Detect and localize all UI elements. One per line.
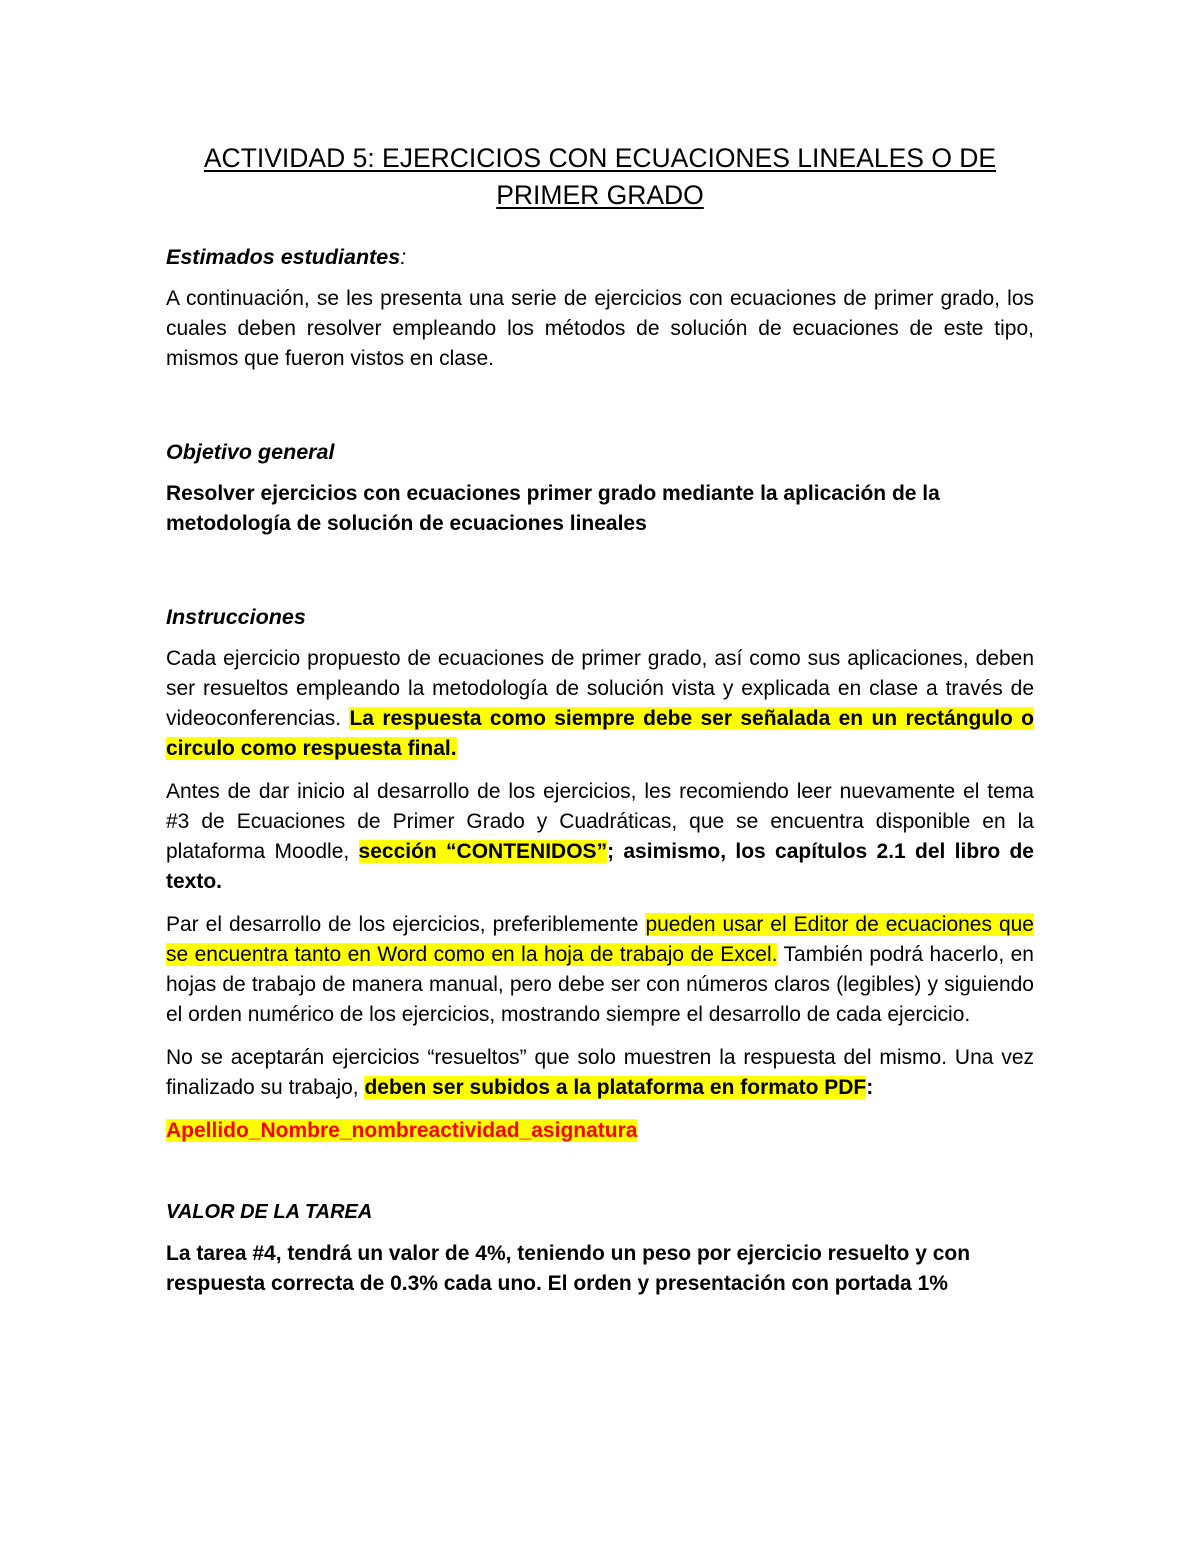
document-title-line-2: PRIMER GRADO <box>496 180 704 210</box>
value-text: La tarea #4, tendrá un valor de 4%, teniendo un peso por ejercicio resuelto y con respuesta correcta de 0.3% cada uno. El orden y presentación con portada 1% <box>166 1242 971 1295</box>
instructions-paragraph-1 <box>166 644 1034 764</box>
instructions-p3-highlight: pueden usar el Editor de ecuaciones que se encuentra tanto en Word como en la hoja de trabajo de Excel. <box>166 913 1034 966</box>
intro-paragraph: A continuación, se les presenta una serie de ejercicios con ecuaciones de primer grado, los cuales deben resolver empleando los métodos de solución de ecuaciones de este tipo, mismos que fueron vistos en clase. <box>166 287 1034 370</box>
document-title <box>166 140 1034 214</box>
instructions-heading: Instrucciones <box>166 605 306 629</box>
instructions-p1-text: Cada ejercicio propuesto de ecuaciones de primer grado, así como sus aplicaciones, deben ser resueltos empleando la metodología de solución vista y explicada en clase a través de videoconferencias. <box>166 647 1034 730</box>
greeting-label: Estimados estudiantes <box>166 245 401 269</box>
instructions-p3-text-before: Par el desarrollo de los ejercicios, preferiblemente <box>166 913 646 936</box>
instructions-p2-highlight: sección “CONTENIDOS” <box>358 840 608 863</box>
filename-format-line <box>166 1116 1034 1146</box>
instructions-p3-text-after: También podrá hacerlo, en hojas de trabajo de manera manual, pero debe ser con números claros (legibles) y siguiendo el orden numérico de los ejercicios, mostrando siempre el desarrollo de cada ejercicio. <box>166 943 1034 1026</box>
document-title-line-1: ACTIVIDAD 5: EJERCICIOS CON ECUACIONES LINEALES O DE <box>203 143 997 173</box>
greeting-heading <box>166 242 1034 272</box>
objective-text: Resolver ejercicios con ecuaciones primer grado mediante la aplicación de la metodología de solución de ecuaciones lineales <box>166 482 940 535</box>
value-heading: VALOR DE LA TAREA <box>166 1201 373 1223</box>
instructions-paragraph-3 <box>166 910 1034 1030</box>
greeting-colon: : <box>400 245 407 269</box>
instructions-p4-bold-tail: : <box>866 1076 874 1099</box>
instructions-paragraph-4 <box>166 1043 1034 1103</box>
instructions-p2-text: Antes de dar inicio al desarrollo de los ejercicios, les recomiendo leer nuevamente el tema #3 de Ecuaciones de Primer Grado y Cuadráticas, que se encuentra disponible en la plataforma Moodle, <box>166 780 1034 863</box>
objective-heading: Objetivo general <box>166 440 335 464</box>
instructions-p2-bold-tail: ; asimismo, los capítulos 2.1 del libro de texto. <box>166 840 1034 893</box>
instructions-paragraph-2 <box>166 777 1034 897</box>
instructions-p1-highlight: La respuesta como siempre debe ser señalada en un rectángulo o circulo como respuesta final. <box>166 707 1034 760</box>
filename-format: Apellido_Nombre_nombreactividad_asignatura <box>166 1119 638 1142</box>
instructions-p4-highlight: deben ser subidos a la plataforma en formato PDF <box>364 1076 867 1099</box>
instructions-p4-text: No se aceptarán ejercicios “resueltos” que solo muestren la respuesta del mismo. Una vez finalizado su trabajo, <box>166 1046 1034 1099</box>
